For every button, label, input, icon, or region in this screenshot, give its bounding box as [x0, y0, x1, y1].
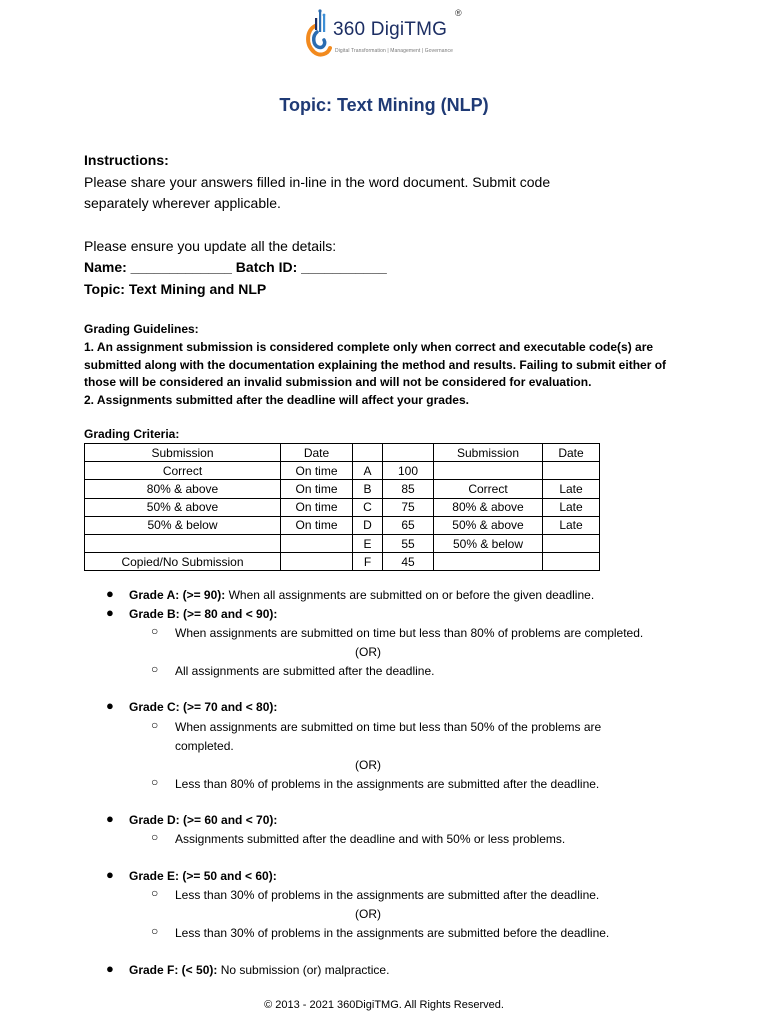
sub-bullet-icon: ○: [151, 662, 159, 676]
or-separator: (OR): [355, 645, 381, 659]
table-cell: B: [353, 480, 383, 498]
bullet-icon: ●: [106, 586, 114, 601]
table-header-row: [85, 444, 600, 462]
grade-c-condition-1-cont: completed.: [175, 739, 234, 753]
instructions-line-2: separately wherever applicable.: [84, 195, 281, 211]
table-cell: [543, 553, 600, 571]
grade-c-condition-2: Less than 80% of problems in the assignments are submitted after the deadline.: [175, 777, 600, 791]
topic-line: Topic: Text Mining and NLP: [84, 281, 267, 297]
header-cell: Submission: [85, 444, 281, 462]
table-cell: A: [353, 462, 383, 480]
copyright-footer: © 2013 - 2021 360DigiTMG. All Rights Reserved.: [264, 999, 504, 1011]
or-separator: (OR): [355, 907, 381, 921]
table-row: [85, 498, 600, 516]
grade-f-item: [129, 961, 389, 979]
table-cell: [543, 534, 600, 552]
table-row: [85, 480, 600, 498]
header-cell: Submission: [434, 444, 543, 462]
table-cell: 65: [383, 516, 434, 534]
table-cell: [434, 553, 543, 571]
guidelines-line-1: 1. An assignment submission is considered complete only when correct and executable code(s) are: [84, 340, 654, 354]
grade-e-condition-1: Less than 30% of problems in the assignments are submitted after the deadline.: [175, 888, 600, 902]
table-cell: 50% & below: [85, 516, 281, 534]
instructions-heading: Instructions:: [84, 152, 169, 168]
bullet-icon: ●: [106, 961, 114, 976]
page-title: Topic: Text Mining (NLP): [279, 95, 489, 115]
table-cell: 85: [383, 480, 434, 498]
grade-f-text: No submission (or) malpractice.: [217, 963, 390, 977]
table-cell: Late: [543, 498, 600, 516]
table-cell: [543, 462, 600, 480]
table-row: [85, 516, 600, 534]
table-cell: C: [353, 498, 383, 516]
table-cell: Copied/No Submission: [85, 553, 281, 571]
logo-tagline: Digital Transformation | Management | Governance: [335, 48, 454, 54]
bullet-icon: ●: [106, 605, 114, 620]
table-cell: On time: [281, 480, 353, 498]
table-cell: On time: [281, 516, 353, 534]
grade-c-condition-1: When assignments are submitted on time but less than 50% of the problems are: [175, 720, 602, 734]
table-cell: 55: [383, 534, 434, 552]
table-row: [85, 462, 600, 480]
guidelines-line-3: those will be considered an invalid submission and will not be considered for evaluation.: [84, 375, 592, 389]
grade-a-label: Grade A: (>= 90):: [129, 588, 226, 602]
sub-bullet-icon: ○: [151, 624, 159, 638]
bullet-icon: ●: [106, 867, 114, 882]
header-cell: [383, 444, 434, 462]
table-cell: [281, 553, 353, 571]
table-row: [85, 553, 600, 571]
grade-b-label: Grade B: (>= 80 and < 90):: [129, 607, 278, 621]
company-logo: [302, 8, 472, 64]
table-cell: F: [353, 553, 383, 571]
sub-bullet-icon: ○: [151, 718, 159, 732]
bullet-icon: ●: [106, 811, 114, 826]
table-cell: [85, 534, 281, 552]
grade-e-condition-2: Less than 30% of problems in the assignments are submitted before the deadline.: [175, 926, 610, 940]
grade-c-label: Grade C: (>= 70 and < 80):: [129, 700, 278, 714]
table-cell: Late: [543, 480, 600, 498]
grade-b-condition-1: When assignments are submitted on time but less than 80% of problems are completed.: [175, 626, 644, 640]
table-cell: 50% & above: [434, 516, 543, 534]
bullet-icon: ●: [106, 698, 114, 713]
table-cell: 50% & below: [434, 534, 543, 552]
sub-bullet-icon: ○: [151, 830, 159, 844]
table-cell: 75: [383, 498, 434, 516]
grade-a-text: When all assignments are submitted on or before the given deadline.: [225, 588, 595, 602]
ensure-details-text: Please ensure you update all the details:: [84, 238, 337, 254]
table-cell: [281, 534, 353, 552]
table-cell: Late: [543, 516, 600, 534]
grade-a-item: [129, 586, 594, 604]
sub-bullet-icon: ○: [151, 924, 159, 938]
logo-name: 360 DigiTMG: [333, 19, 448, 40]
header-cell: Date: [543, 444, 600, 462]
guidelines-heading: Grading Guidelines:: [84, 322, 199, 336]
table-cell: D: [353, 516, 383, 534]
table-cell: On time: [281, 462, 353, 480]
grade-f-label: Grade F: (< 50):: [129, 963, 218, 977]
guidelines-line-2: submitted along with the documentation explaining the method and results. Failing to submit either of: [84, 358, 667, 372]
grade-d-label: Grade D: (>= 60 and < 70):: [129, 813, 278, 827]
header-cell: [353, 444, 383, 462]
table-cell: 45: [383, 553, 434, 571]
grade-e-label: Grade E: (>= 50 and < 60):: [129, 869, 277, 883]
table-cell: 80% & above: [434, 498, 543, 516]
instructions-line-1: Please share your answers filled in-line in the word document. Submit code: [84, 174, 551, 190]
logo-mark-icon: [302, 8, 334, 64]
grade-b-condition-2: All assignments are submitted after the deadline.: [175, 664, 435, 678]
sub-bullet-icon: ○: [151, 775, 159, 789]
table-cell: 100: [383, 462, 434, 480]
table-cell: Correct: [85, 462, 281, 480]
table-cell: On time: [281, 498, 353, 516]
guidelines-line-4: 2. Assignments submitted after the deadline will affect your grades.: [84, 393, 469, 407]
table-cell: 80% & above: [85, 480, 281, 498]
sub-bullet-icon: ○: [151, 886, 159, 900]
grading-criteria-table: [84, 443, 600, 571]
header-cell: Date: [281, 444, 353, 462]
criteria-heading: Grading Criteria:: [84, 427, 180, 441]
or-separator: (OR): [355, 758, 381, 772]
table-cell: Correct: [434, 480, 543, 498]
table-cell: [434, 462, 543, 480]
grade-d-condition-1: Assignments submitted after the deadline and with 50% or less problems.: [175, 832, 566, 846]
table-row: [85, 534, 600, 552]
table-cell: E: [353, 534, 383, 552]
table-cell: 50% & above: [85, 498, 281, 516]
name-batch-field: Name: _____________ Batch ID: ___________: [84, 259, 387, 275]
registered-mark: ®: [455, 8, 462, 18]
